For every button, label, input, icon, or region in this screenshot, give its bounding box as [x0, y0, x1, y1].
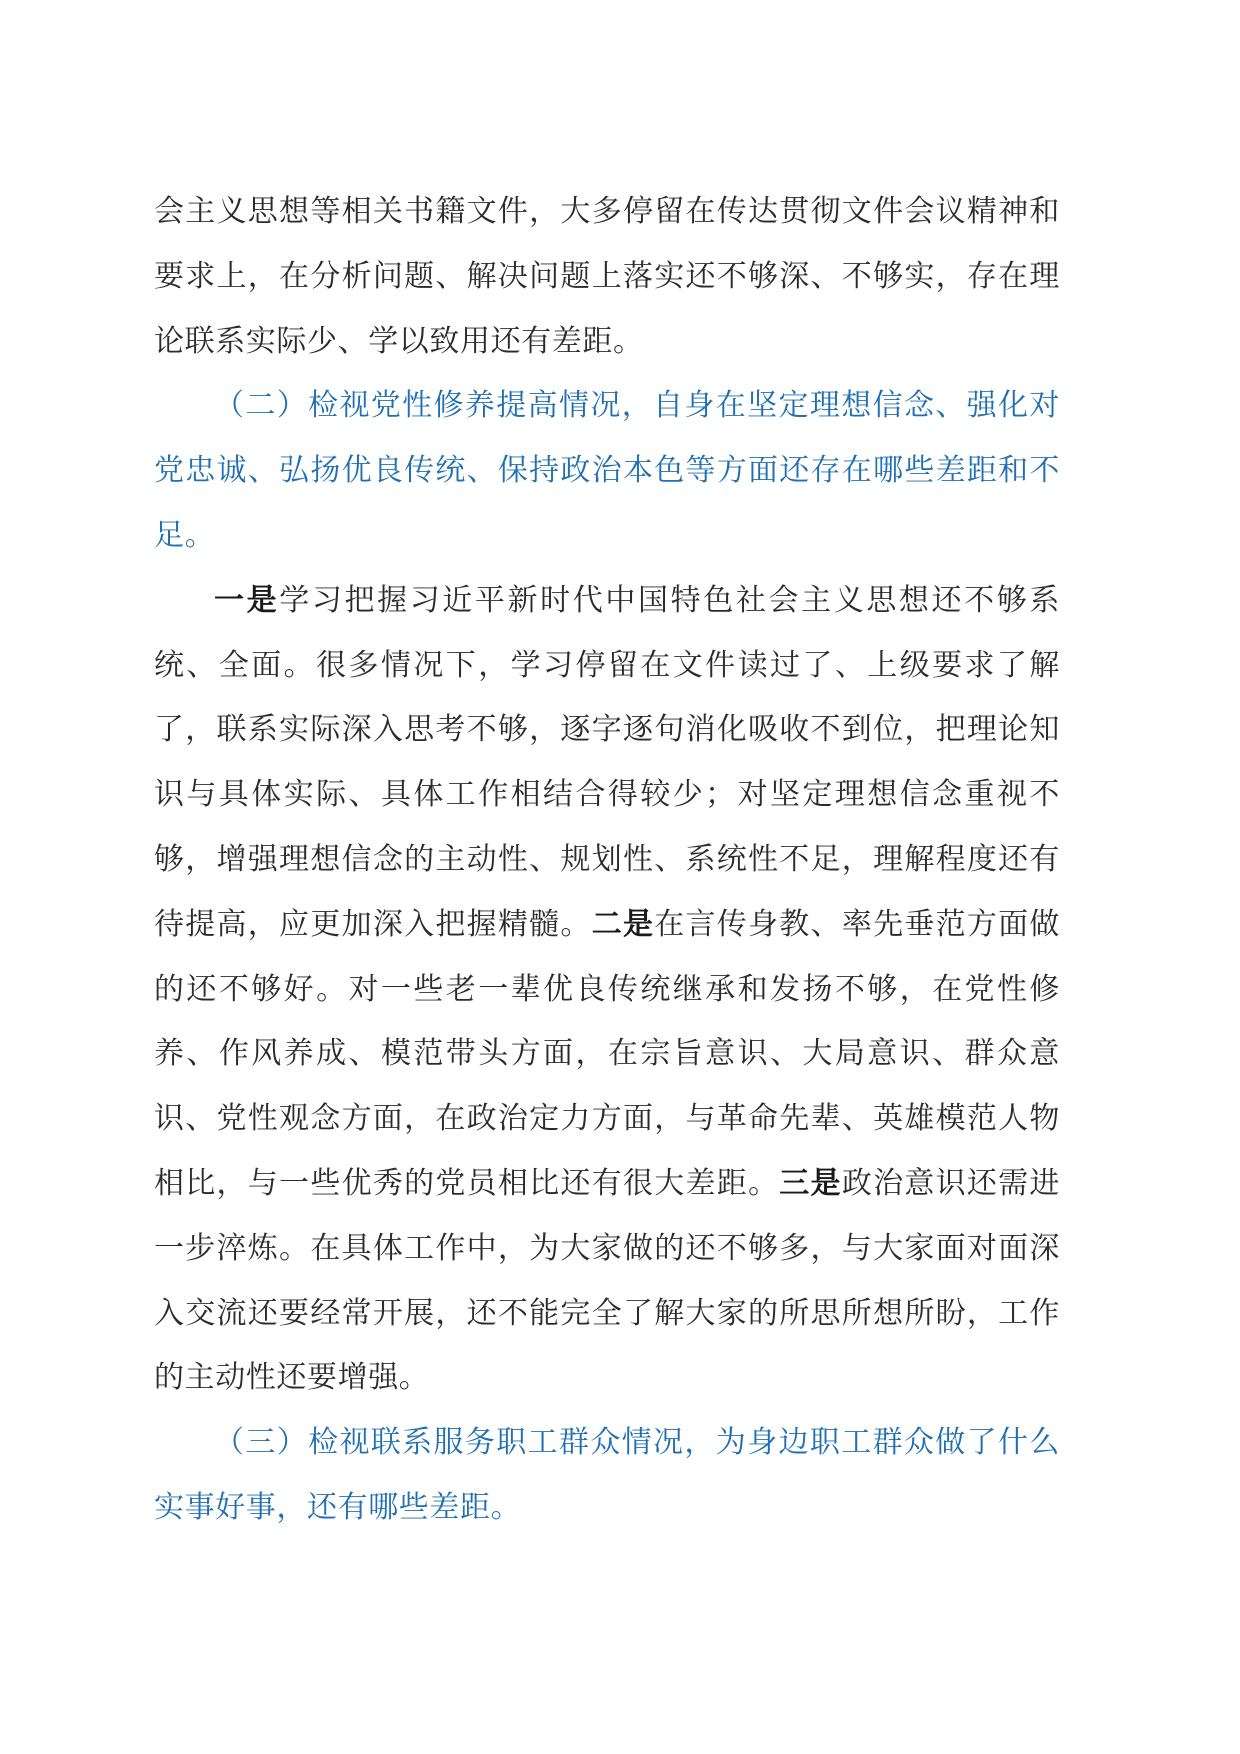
section-heading-2: （二）检视党性修养提高情况，自身在坚定理想信念、强化对党忠诚、弘扬优良传统、保持政治本色等方面还存在哪些差距和不足。	[154, 388, 1060, 553]
paragraph-text-one: 学习把握习近平新时代中国特色社会主义思想还不够系统、全面。很多情况下，学习停留在文件读过了、上级要求了解了，联系实际深入思考不够，逐字逐句消化吸收不到位，把理论知识与具体实际、具体工作相结合得较少；对坚定理想信念重视不够，增强理想信念的主动性、规划性、系统性不足，理解程度还有待提高，应更加深入把握精髓。	[154, 582, 1060, 942]
paragraph-party-spirit	[154, 569, 1060, 1411]
document-body	[154, 180, 1060, 1541]
lead-label-three: 三是	[779, 1165, 842, 1201]
section-heading-3: （三）检视联系服务职工群众情况，为身边职工群众做了什么实事好事，还有哪些差距。	[154, 1425, 1060, 1525]
paragraph-text-three: 政治意识还需进一步淬炼。在具体工作中，为大家做的还不够多，与大家面对面深入交流还要经常开展，还不能完全了解大家的所思所想所盼，工作的主动性还要增强。	[154, 1165, 1060, 1396]
paragraph-continued: 会主义思想等相关书籍文件，大多停留在传达贯彻文件会议精神和要求上，在分析问题、解决问题上落实还不够深、不够实，存在理论联系实际少、学以致用还有差距。	[154, 194, 1060, 359]
lead-label-one: 一是	[214, 582, 280, 618]
paragraph-text-two: 在言传身教、率先垂范方面做的还不够好。对一些老一辈优良传统继承和发扬不够，在党性修养、作风养成、模范带头方面，在宗旨意识、大局意识、群众意识、党性观念方面，在政治定力方面，与革命先辈、英雄模范人物相比，与一些优秀的党员相比还有很大差距。	[154, 906, 1060, 1201]
lead-label-two: 二是	[591, 906, 655, 942]
